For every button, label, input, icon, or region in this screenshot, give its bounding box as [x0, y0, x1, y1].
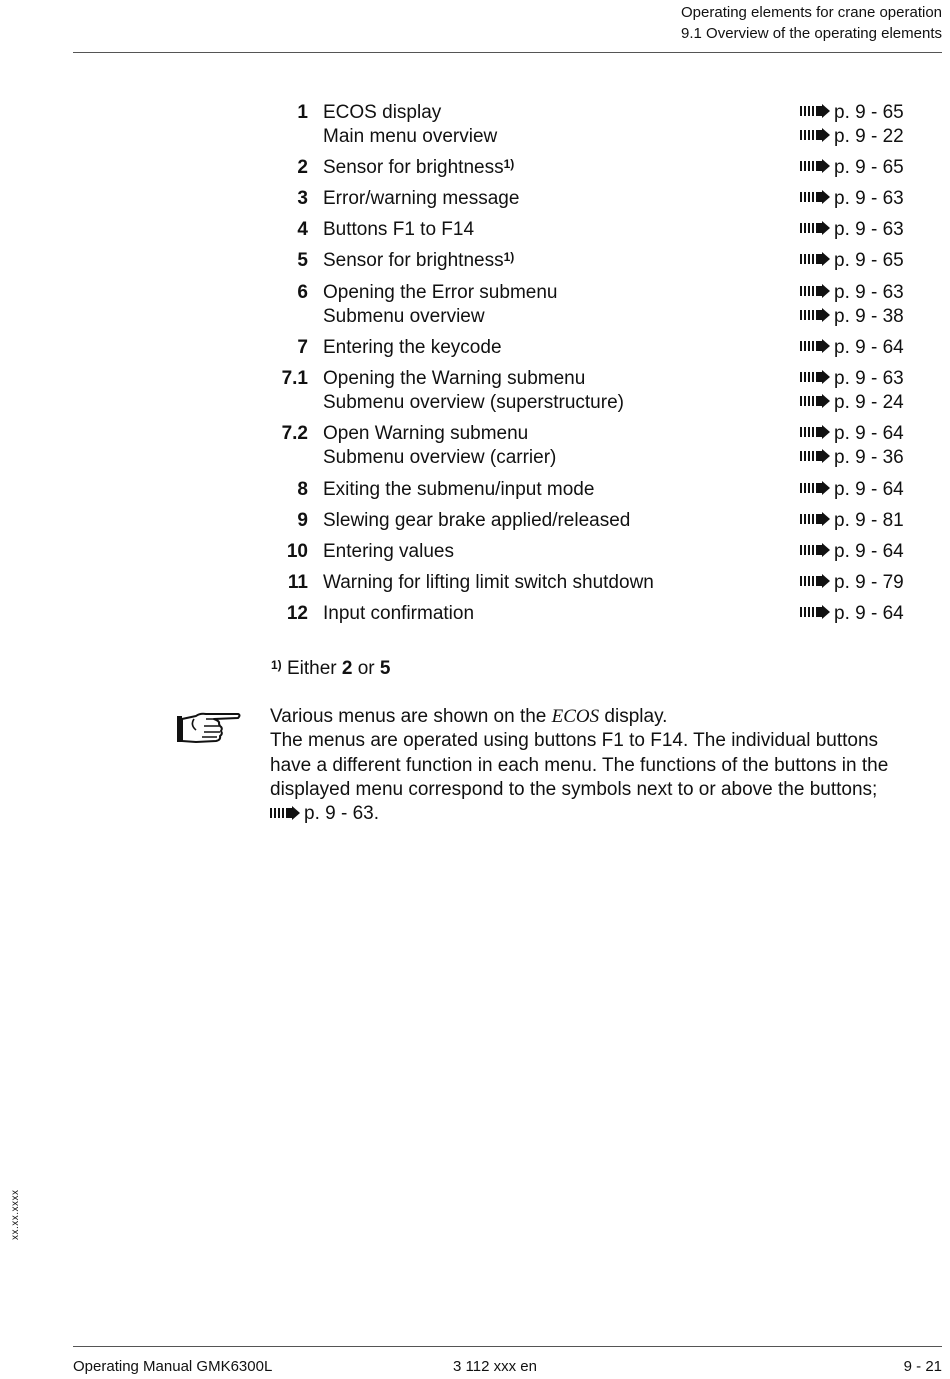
page-reference-label: p. 9 - 64	[834, 423, 904, 444]
pointing-hand-icon	[176, 710, 242, 748]
page-reference[interactable]	[800, 187, 904, 211]
note-text	[270, 705, 950, 826]
reference-arrow-icon	[800, 370, 830, 384]
item-description	[323, 305, 485, 329]
footnote-item-a: 2	[341, 658, 353, 679]
page-reference[interactable]	[800, 540, 904, 564]
note-line-5	[270, 802, 950, 826]
list-item	[0, 446, 950, 470]
reference-arrow-icon	[800, 449, 830, 463]
page-reference[interactable]	[800, 478, 904, 502]
reference-arrow-icon	[270, 806, 300, 820]
list-item	[0, 218, 950, 242]
page-reference[interactable]	[800, 602, 904, 626]
item-text: Submenu overview (superstructure)	[323, 392, 624, 413]
reference-arrow-icon	[800, 159, 830, 173]
item-description	[323, 156, 514, 180]
item-text: Entering values	[323, 541, 454, 562]
note-page-reference-link[interactable]: p. 9 - 63.	[304, 803, 379, 825]
page-reference-label: p. 9 - 36	[834, 447, 904, 468]
list-item	[0, 336, 950, 360]
page-reference[interactable]	[800, 571, 904, 595]
list-item	[0, 249, 950, 273]
page-reference-label: p. 9 - 64	[834, 479, 904, 500]
item-text: Opening the Warning submenu	[323, 368, 586, 389]
page-reference-label: p. 9 - 64	[834, 541, 904, 562]
item-description	[323, 101, 441, 125]
item-text: Open Warning submenu	[323, 423, 529, 444]
reference-arrow-icon	[800, 308, 830, 322]
page-reference[interactable]	[800, 249, 904, 273]
list-item	[0, 602, 950, 626]
page-reference-label: p. 9 - 22	[834, 126, 904, 147]
footer-doc-number: 3 112 xxx en	[453, 1358, 537, 1375]
note-line-3: have a different function in each menu. The functions of the buttons in the	[270, 754, 889, 776]
note-line-1-end: display.	[599, 706, 668, 727]
ecos-term: ECOS	[551, 706, 600, 727]
item-number: 7.2	[281, 423, 308, 444]
footnote-mid: or	[352, 658, 380, 679]
page-reference[interactable]	[800, 367, 904, 391]
reference-arrow-icon	[800, 605, 830, 619]
footer-rule	[73, 1346, 942, 1347]
item-text: Buttons F1 to F14	[323, 219, 475, 240]
item-description	[323, 422, 528, 446]
reference-arrow-icon	[800, 394, 830, 408]
footnote-item-b: 5	[379, 658, 391, 679]
page-reference-label: p. 9 - 81	[834, 510, 904, 531]
item-text: Entering the keycode	[323, 337, 502, 358]
item-text: Slewing gear brake applied/released	[323, 510, 631, 531]
reference-arrow-icon	[800, 339, 830, 353]
item-description	[323, 446, 556, 470]
footnote-mark: 1)	[271, 658, 282, 672]
list-item	[0, 187, 950, 211]
item-description	[323, 571, 654, 595]
item-number: 1	[297, 102, 308, 123]
list-item	[0, 422, 950, 446]
page-reference-label: p. 9 - 63	[834, 368, 904, 389]
item-number: 6	[297, 282, 308, 303]
reference-arrow-icon	[800, 425, 830, 439]
reference-arrow-icon	[800, 284, 830, 298]
page-reference-label: p. 9 - 65	[834, 250, 904, 271]
item-description	[323, 602, 474, 626]
header-rule	[73, 52, 942, 53]
item-number: 7	[297, 337, 308, 358]
page-reference-label: p. 9 - 24	[834, 392, 904, 413]
list-item	[0, 305, 950, 329]
header-chapter: Operating elements for crane operation	[681, 4, 942, 21]
list-item	[0, 391, 950, 415]
page-reference-label: p. 9 - 79	[834, 572, 904, 593]
note-line-1-start: Various menus are shown on the	[270, 706, 552, 727]
reference-arrow-icon	[800, 574, 830, 588]
item-description	[323, 281, 557, 305]
note-line-2: The menus are operated using buttons F1 to F14. The individual buttons	[270, 730, 879, 752]
item-description	[323, 336, 502, 360]
reference-arrow-icon	[800, 481, 830, 495]
item-number: 7.1	[281, 368, 308, 389]
item-text: ECOS display	[323, 102, 442, 123]
footer-manual-title: Operating Manual GMK6300L	[73, 1358, 273, 1375]
item-number: 4	[297, 219, 308, 240]
page-reference[interactable]	[800, 101, 904, 125]
item-description	[323, 187, 519, 211]
list-item	[0, 478, 950, 502]
item-text: Opening the Error submenu	[323, 282, 558, 303]
item-description	[323, 367, 585, 391]
list-item	[0, 101, 950, 125]
header-section: 9.1 Overview of the operating elements	[681, 25, 942, 42]
page-reference[interactable]	[800, 281, 904, 305]
item-number: 3	[297, 188, 308, 209]
reference-arrow-icon	[800, 512, 830, 526]
footnote-marker: 1)	[503, 250, 515, 264]
list-item	[0, 571, 950, 595]
item-number: 9	[297, 510, 308, 531]
page-reference-label: p. 9 - 64	[834, 603, 904, 624]
page-reference[interactable]	[800, 422, 904, 446]
item-description	[323, 509, 630, 533]
footnote	[271, 656, 390, 682]
item-text: Sensor for brightness	[323, 250, 504, 271]
item-text: Input confirmation	[323, 603, 475, 624]
item-description	[323, 391, 624, 415]
item-text: Submenu overview (carrier)	[323, 447, 557, 468]
note-line-4: displayed menu correspond to the symbols next to or above the buttons;	[270, 778, 878, 800]
item-number: 11	[287, 572, 308, 593]
reference-arrow-icon	[800, 252, 830, 266]
item-description	[323, 249, 514, 273]
page-reference-label: p. 9 - 63	[834, 282, 904, 303]
item-number: 10	[286, 541, 308, 562]
page-reference-label: p. 9 - 63	[834, 188, 904, 209]
note-line-1	[270, 705, 950, 729]
page-reference[interactable]	[800, 156, 904, 180]
list-item	[0, 156, 950, 180]
list-item	[0, 125, 950, 149]
page-reference-label: p. 9 - 64	[834, 337, 904, 358]
item-number: 5	[297, 250, 308, 271]
footnote-marker: 1)	[503, 157, 515, 171]
item-text: Main menu overview	[323, 126, 498, 147]
page-reference[interactable]	[800, 336, 904, 360]
page-reference[interactable]	[800, 125, 904, 149]
footer-page-number: 9 - 21	[903, 1358, 942, 1375]
item-text: Error/warning message	[323, 188, 520, 209]
item-description	[323, 125, 497, 149]
item-text: Submenu overview	[323, 306, 485, 327]
list-item	[0, 281, 950, 305]
page-reference[interactable]	[800, 446, 904, 470]
page-reference-label: p. 9 - 63	[834, 219, 904, 240]
item-number: 12	[286, 603, 308, 624]
page-reference[interactable]	[800, 305, 904, 329]
item-text: Sensor for brightness	[323, 157, 504, 178]
item-description	[323, 478, 594, 502]
page-reference-label: p. 9 - 65	[834, 157, 904, 178]
page-reference[interactable]	[800, 509, 904, 533]
reference-arrow-icon	[800, 190, 830, 204]
page-reference[interactable]	[800, 218, 904, 242]
list-item	[0, 540, 950, 564]
footnote-prefix: Either	[286, 658, 342, 679]
item-text: Warning for lifting limit switch shutdown	[323, 572, 654, 593]
page-reference[interactable]	[800, 391, 904, 415]
page-header	[681, 2, 942, 44]
list-item	[0, 367, 950, 391]
page-reference-label: p. 9 - 38	[834, 306, 904, 327]
item-description	[323, 218, 474, 242]
reference-arrow-icon	[800, 104, 830, 118]
reference-arrow-icon	[800, 128, 830, 142]
reference-arrow-icon	[800, 221, 830, 235]
side-code: xx.xx.xxxx	[10, 1189, 21, 1240]
reference-arrow-icon	[800, 543, 830, 557]
page-reference-label: p. 9 - 65	[834, 102, 904, 123]
item-description	[323, 540, 454, 564]
item-number: 8	[297, 479, 308, 500]
item-number: 2	[297, 157, 308, 178]
list-item	[0, 509, 950, 533]
item-text: Exiting the submenu/input mode	[323, 479, 595, 500]
